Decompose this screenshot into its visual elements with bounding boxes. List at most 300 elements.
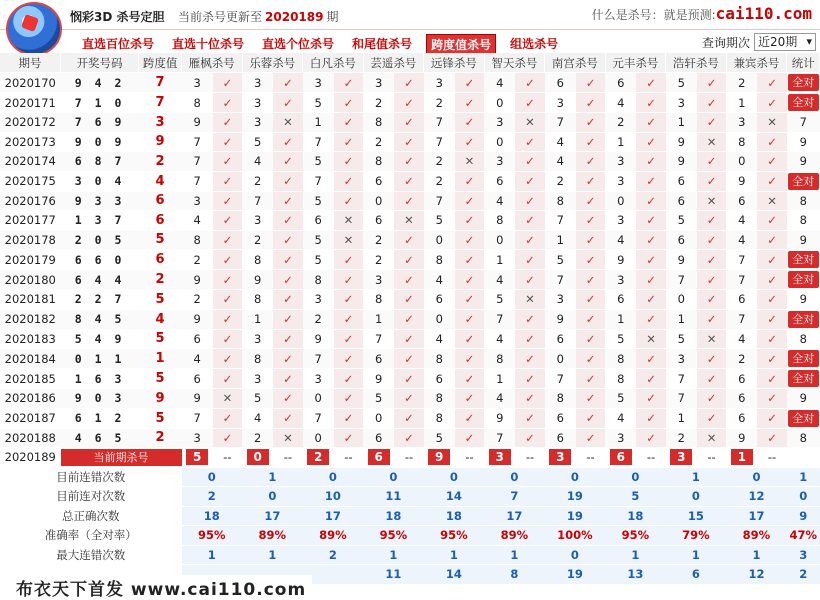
current-kill-cell xyxy=(303,448,334,468)
kill-value-cell: 0 xyxy=(484,93,515,113)
kill-value-cell: 1 xyxy=(484,369,515,389)
draw-number-cell: 6 1 2 xyxy=(61,408,139,428)
span-value-cell: 4 xyxy=(139,309,182,329)
check-icon: ✓ xyxy=(515,230,544,250)
kill-value-cell: 4 xyxy=(605,408,636,428)
kill-value-cell: 5 xyxy=(242,132,273,152)
kill-value-cell: 9 xyxy=(666,250,697,270)
table-row xyxy=(0,113,820,133)
check-icon: ✓ xyxy=(576,171,605,191)
check-icon: ✓ xyxy=(636,428,665,448)
check-icon: ✓ xyxy=(455,211,484,231)
cross-icon: ✕ xyxy=(455,152,484,172)
stats-value: 89% xyxy=(242,526,303,546)
tab-2[interactable]: 直选个位杀号 xyxy=(262,37,335,51)
kill-value-cell: 8 xyxy=(424,349,455,369)
table-row xyxy=(0,132,820,152)
check-icon: ✓ xyxy=(576,309,605,329)
kill-value-cell: 6 xyxy=(424,290,455,310)
kill-value-cell: 6 xyxy=(545,73,576,93)
check-icon: ✓ xyxy=(576,93,605,113)
column-header-7: 远锋杀号 xyxy=(424,53,485,73)
kill-value-cell: 2 xyxy=(424,152,455,172)
kill-value-cell: 8 xyxy=(182,230,213,250)
period-cell: 2020186 xyxy=(0,389,61,409)
kill-value-cell: 3 xyxy=(242,329,273,349)
stat-cell: 9 xyxy=(787,230,820,250)
kill-value-cell: 2 xyxy=(242,428,273,448)
check-icon: ✓ xyxy=(455,93,484,113)
kill-value-cell: 2 xyxy=(363,230,394,250)
stats-value: 18 xyxy=(424,506,485,526)
span-value-cell: 7 xyxy=(139,73,182,93)
all-correct-badge[interactable]: 全对 xyxy=(788,350,819,367)
check-icon: ✓ xyxy=(455,408,484,428)
all-correct-badge[interactable]: 全对 xyxy=(788,370,819,387)
stats-value: 1 xyxy=(666,467,727,487)
check-icon: ✓ xyxy=(334,349,363,369)
draw-number-cell: 6 6 0 xyxy=(61,250,139,270)
kill-value-cell: 8 xyxy=(424,389,455,409)
current-kill-number: 2 xyxy=(307,449,329,465)
kill-value-cell: 3 xyxy=(666,349,697,369)
column-header-12: 兼宾杀号 xyxy=(726,53,787,73)
stats-label: 总正确次数 xyxy=(0,506,182,526)
stat-cell: 7 xyxy=(787,113,820,133)
span-value-cell: 6 xyxy=(139,250,182,270)
check-icon: ✓ xyxy=(576,211,605,231)
current-kill-number: 3 xyxy=(489,449,511,465)
stats-value: 1 xyxy=(605,545,666,565)
span-value-cell: 5 xyxy=(139,329,182,349)
kill-value-cell: 6 xyxy=(545,408,576,428)
check-icon: ✓ xyxy=(636,408,665,428)
check-icon: ✓ xyxy=(515,191,544,211)
check-icon: ✓ xyxy=(455,428,484,448)
stats-value: 1 xyxy=(363,545,424,565)
table-row xyxy=(0,171,820,191)
stat-cell: 9 xyxy=(787,389,820,409)
draw-number-cell: 9 4 2 xyxy=(61,73,139,93)
draw-number-cell: 9 0 3 xyxy=(61,389,139,409)
stats-value: 1 xyxy=(484,545,545,565)
check-icon: ✓ xyxy=(394,408,423,428)
period-cell: 2020172 xyxy=(0,113,61,133)
check-icon: ✓ xyxy=(455,230,484,250)
kill-value-cell: 9 xyxy=(726,428,757,448)
stats-value: 17 xyxy=(484,506,545,526)
kill-value-cell: 7 xyxy=(666,369,697,389)
kill-value-cell: 0 xyxy=(424,309,455,329)
check-icon: ✓ xyxy=(697,309,726,329)
stat-cell xyxy=(787,250,820,270)
check-icon: ✓ xyxy=(213,132,242,152)
check-icon: ✓ xyxy=(334,132,363,152)
period-label: 查询期次 xyxy=(701,35,750,50)
check-icon: ✓ xyxy=(334,290,363,310)
check-icon: ✓ xyxy=(455,349,484,369)
kill-value-cell: 4 xyxy=(605,93,636,113)
kill-value-cell: 5 xyxy=(424,211,455,231)
kill-value-cell: 9 xyxy=(182,389,213,409)
check-icon: ✓ xyxy=(576,132,605,152)
column-header-1: 开奖号码 xyxy=(61,53,139,73)
kill-value-cell: 4 xyxy=(605,230,636,250)
kill-value-cell: 2 xyxy=(726,73,757,93)
check-icon: ✓ xyxy=(576,389,605,409)
stats-value: 7 xyxy=(484,487,545,507)
check-icon: ✓ xyxy=(697,230,726,250)
all-correct-badge[interactable]: 全对 xyxy=(788,74,819,91)
stats-value: 19 xyxy=(545,506,606,526)
kill-value-cell: 3 xyxy=(545,93,576,113)
kill-value-cell: 7 xyxy=(182,152,213,172)
stats-row xyxy=(0,467,820,487)
stat-cell xyxy=(787,369,820,389)
stat-cell xyxy=(787,93,820,113)
check-icon: ✓ xyxy=(697,113,726,133)
check-icon: ✓ xyxy=(636,369,665,389)
cross-icon: ✕ xyxy=(697,191,726,211)
check-icon: ✓ xyxy=(213,93,242,113)
kill-value-cell: 8 xyxy=(484,211,515,231)
kill-value-cell: 0 xyxy=(363,191,394,211)
cross-icon: ✕ xyxy=(394,211,423,231)
check-icon: ✓ xyxy=(697,389,726,409)
check-icon: ✓ xyxy=(515,389,544,409)
kill-value-cell: 8 xyxy=(424,250,455,270)
table-row xyxy=(0,73,820,93)
span-value-cell: 2 xyxy=(139,428,182,448)
all-correct-badge[interactable]: 全对 xyxy=(788,251,819,268)
check-icon: ✓ xyxy=(757,290,786,310)
check-icon: ✓ xyxy=(757,93,786,113)
stats-value: 1 xyxy=(787,467,820,487)
check-icon: ✓ xyxy=(334,270,363,290)
stat-cell: 8 xyxy=(787,211,820,231)
tab-5[interactable]: 组选杀号 xyxy=(510,37,559,51)
kill-value-cell: 3 xyxy=(545,290,576,310)
kill-value-cell: 7 xyxy=(424,191,455,211)
kill-value-cell: 6 xyxy=(545,329,576,349)
kill-value-cell: 5 xyxy=(303,230,334,250)
check-icon: ✓ xyxy=(455,250,484,270)
check-icon: ✓ xyxy=(576,408,605,428)
stats-value: 6 xyxy=(666,565,727,585)
kill-value-cell: 5 xyxy=(424,428,455,448)
kill-value-cell: 1 xyxy=(363,309,394,329)
table-row xyxy=(0,369,820,389)
check-icon: ✓ xyxy=(515,250,544,270)
kill-value-cell: 9 xyxy=(182,309,213,329)
kill-value-cell: 7 xyxy=(666,389,697,409)
check-icon: ✓ xyxy=(273,349,302,369)
dash-cell: -- xyxy=(455,448,484,468)
check-icon: ✓ xyxy=(576,290,605,310)
dash-cell: -- xyxy=(757,448,786,468)
kill-number-table xyxy=(0,53,820,585)
tab-0[interactable]: 直选百位杀号 xyxy=(82,37,155,51)
table-row xyxy=(0,250,820,270)
table-row xyxy=(0,191,820,211)
kill-value-cell: 1 xyxy=(303,113,334,133)
stat-cell xyxy=(787,448,820,468)
current-kill-number: 3 xyxy=(670,449,692,465)
all-correct-badge[interactable]: 全对 xyxy=(788,94,819,111)
check-icon: ✓ xyxy=(334,171,363,191)
stats-value: 47% xyxy=(787,526,820,546)
kill-value-cell: 2 xyxy=(242,230,273,250)
check-icon: ✓ xyxy=(394,132,423,152)
kill-value-cell: 8 xyxy=(424,408,455,428)
table-row xyxy=(0,349,820,369)
span-value-cell: 9 xyxy=(139,132,182,152)
check-icon: ✓ xyxy=(455,113,484,133)
dash-cell: -- xyxy=(636,448,665,468)
check-icon: ✓ xyxy=(576,230,605,250)
stats-value: 0 xyxy=(182,467,243,487)
period-cell: 2020174 xyxy=(0,152,61,172)
kill-value-cell: 6 xyxy=(363,349,394,369)
kill-value-cell: 6 xyxy=(605,73,636,93)
dash-cell: -- xyxy=(213,448,242,468)
draw-number-cell: 7 1 0 xyxy=(61,93,139,113)
check-icon: ✓ xyxy=(636,93,665,113)
kill-value-cell: 6 xyxy=(182,369,213,389)
check-icon: ✓ xyxy=(273,329,302,349)
stats-value: 0 xyxy=(363,467,424,487)
check-icon: ✓ xyxy=(576,250,605,270)
stats-value: 10 xyxy=(303,487,364,507)
check-icon: ✓ xyxy=(757,211,786,231)
stats-value: 1 xyxy=(242,545,303,565)
dash-cell: -- xyxy=(697,448,726,468)
stats-value: 89% xyxy=(726,526,787,546)
check-icon: ✓ xyxy=(636,270,665,290)
kill-value-cell: 3 xyxy=(484,113,515,133)
table-row xyxy=(0,211,820,231)
stats-value: 5 xyxy=(605,487,666,507)
kill-value-cell: 0 xyxy=(424,230,455,250)
all-correct-badge[interactable]: 全对 xyxy=(788,410,819,427)
check-icon: ✓ xyxy=(334,250,363,270)
kill-value-cell: 5 xyxy=(242,389,273,409)
stat-cell xyxy=(787,349,820,369)
kill-value-cell: 7 xyxy=(726,270,757,290)
kill-value-cell: 2 xyxy=(726,349,757,369)
check-icon: ✓ xyxy=(334,389,363,409)
kill-value-cell: 8 xyxy=(242,290,273,310)
check-icon: ✓ xyxy=(576,152,605,172)
check-icon: ✓ xyxy=(394,191,423,211)
stats-value: 19 xyxy=(545,565,606,585)
span-value-cell: 7 xyxy=(139,93,182,113)
kill-value-cell: 1 xyxy=(666,309,697,329)
check-icon: ✓ xyxy=(394,270,423,290)
check-icon: ✓ xyxy=(394,329,423,349)
all-correct-badge[interactable]: 全对 xyxy=(788,271,819,288)
span-value-cell: 2 xyxy=(139,152,182,172)
stat-cell xyxy=(787,309,820,329)
stat-cell: 8 xyxy=(787,329,820,349)
kill-value-cell: 2 xyxy=(363,250,394,270)
kill-value-cell: 3 xyxy=(242,211,273,231)
check-icon: ✓ xyxy=(455,270,484,290)
stats-value: 0 xyxy=(545,467,606,487)
check-icon: ✓ xyxy=(455,309,484,329)
check-icon: ✓ xyxy=(334,73,363,93)
current-kill-cell xyxy=(424,448,455,468)
kill-value-cell: 6 xyxy=(666,171,697,191)
cross-icon: ✕ xyxy=(757,191,786,211)
check-icon: ✓ xyxy=(757,152,786,172)
stats-row xyxy=(0,545,820,565)
current-kill-label: 当前期杀号 xyxy=(61,449,182,466)
period-cell: 2020185 xyxy=(0,369,61,389)
kill-value-cell: 7 xyxy=(484,428,515,448)
span-value-cell: 4 xyxy=(139,171,182,191)
kill-value-cell: 3 xyxy=(182,73,213,93)
check-icon: ✓ xyxy=(636,171,665,191)
draw-number-cell: 3 0 4 xyxy=(61,171,139,191)
cross-icon: ✕ xyxy=(273,113,302,133)
check-icon: ✓ xyxy=(273,369,302,389)
all-correct-badge[interactable]: 全对 xyxy=(788,311,819,328)
kill-value-cell: 7 xyxy=(726,250,757,270)
kill-value-cell: 5 xyxy=(303,191,334,211)
dash-cell: -- xyxy=(515,448,544,468)
draw-number-cell: 5 4 9 xyxy=(61,329,139,349)
check-icon: ✓ xyxy=(515,171,544,191)
kill-value-cell: 8 xyxy=(484,349,515,369)
current-kill-number: 6 xyxy=(368,449,390,465)
check-icon: ✓ xyxy=(636,211,665,231)
check-icon: ✓ xyxy=(213,250,242,270)
check-icon: ✓ xyxy=(757,349,786,369)
kill-value-cell: 7 xyxy=(182,171,213,191)
kill-value-cell: 3 xyxy=(484,152,515,172)
stats-value: 17 xyxy=(726,506,787,526)
draw-number-cell: 0 1 1 xyxy=(61,349,139,369)
tab-4[interactable]: 跨度值杀号 xyxy=(426,34,496,55)
kill-value-cell: 8 xyxy=(363,113,394,133)
kill-value-cell: 9 xyxy=(303,329,334,349)
stats-value: 1 xyxy=(726,545,787,565)
current-kill-cell xyxy=(182,448,213,468)
check-icon: ✓ xyxy=(697,73,726,93)
kill-value-cell: 0 xyxy=(726,152,757,172)
all-correct-badge[interactable]: 全对 xyxy=(788,173,819,190)
tab-3[interactable]: 和尾值杀号 xyxy=(352,37,413,51)
cross-icon: ✕ xyxy=(697,132,726,152)
kill-value-cell: 9 xyxy=(666,132,697,152)
kill-value-cell: 4 xyxy=(484,329,515,349)
period-cell: 2020173 xyxy=(0,132,61,152)
check-icon: ✓ xyxy=(757,270,786,290)
span-value-cell: 3 xyxy=(139,113,182,133)
stats-value: 2 xyxy=(787,565,820,585)
stats-value: 8 xyxy=(484,565,545,585)
period-cell: 2020181 xyxy=(0,290,61,310)
kill-value-cell: 8 xyxy=(605,369,636,389)
kill-value-cell: 4 xyxy=(242,152,273,172)
kill-value-cell: 6 xyxy=(666,230,697,250)
check-icon: ✓ xyxy=(213,428,242,448)
kill-value-cell: 9 xyxy=(545,309,576,329)
check-icon: ✓ xyxy=(515,152,544,172)
check-icon: ✓ xyxy=(697,171,726,191)
column-header-8: 智天杀号 xyxy=(484,53,545,73)
current-kill-number: 0 xyxy=(247,449,269,465)
kill-value-cell: 7 xyxy=(545,211,576,231)
stats-value: 3 xyxy=(787,545,820,565)
kill-value-cell: 6 xyxy=(726,290,757,310)
stats-value: 18 xyxy=(363,506,424,526)
check-icon: ✓ xyxy=(455,369,484,389)
span-value-cell: 5 xyxy=(139,369,182,389)
check-icon: ✓ xyxy=(273,211,302,231)
stats-label: 目前连错次数 xyxy=(0,467,182,487)
column-header-0: 期号 xyxy=(0,53,61,73)
stats-value: 95% xyxy=(182,526,243,546)
check-icon: ✓ xyxy=(636,349,665,369)
check-icon: ✓ xyxy=(213,171,242,191)
stat-cell: 9 xyxy=(787,290,820,310)
draw-number-cell: 6 8 7 xyxy=(61,152,139,172)
check-icon: ✓ xyxy=(576,428,605,448)
stats-value: 95% xyxy=(424,526,485,546)
kill-value-cell: 6 xyxy=(726,389,757,409)
kill-value-cell: 3 xyxy=(424,73,455,93)
check-icon: ✓ xyxy=(334,408,363,428)
kill-value-cell: 4 xyxy=(726,211,757,231)
kill-value-cell: 3 xyxy=(666,93,697,113)
check-icon: ✓ xyxy=(394,389,423,409)
stat-cell: 9 xyxy=(787,152,820,172)
column-header-4: 乐蓉杀号 xyxy=(242,53,303,73)
kill-value-cell: 5 xyxy=(666,73,697,93)
kill-value-cell: 6 xyxy=(605,290,636,310)
period-cell: 2020176 xyxy=(0,191,61,211)
check-icon: ✓ xyxy=(576,329,605,349)
check-icon: ✓ xyxy=(213,73,242,93)
what-is-kill-link[interactable]: 什么是杀号：就是预测:cai110.com xyxy=(591,4,812,23)
kill-value-cell: 7 xyxy=(182,132,213,152)
cross-icon: ✕ xyxy=(334,211,363,231)
check-icon: ✓ xyxy=(697,250,726,270)
kill-value-cell: 3 xyxy=(242,93,273,113)
check-icon: ✓ xyxy=(394,290,423,310)
stat-cell: 8 xyxy=(787,428,820,448)
stats-value: 11 xyxy=(363,565,424,585)
check-icon: ✓ xyxy=(273,171,302,191)
stats-value: 0 xyxy=(605,467,666,487)
check-icon: ✓ xyxy=(273,389,302,409)
dash-cell: -- xyxy=(576,448,605,468)
check-icon: ✓ xyxy=(757,329,786,349)
check-icon: ✓ xyxy=(636,250,665,270)
kill-value-cell: 1 xyxy=(484,250,515,270)
kill-value-cell: 2 xyxy=(545,171,576,191)
kill-value-cell: 6 xyxy=(424,369,455,389)
stats-value: 14 xyxy=(424,487,485,507)
check-icon: ✓ xyxy=(757,171,786,191)
period-select[interactable]: 近20期 ▾ xyxy=(754,33,816,51)
tab-1[interactable]: 直选十位杀号 xyxy=(172,37,245,51)
stats-value: 2 xyxy=(303,545,364,565)
check-icon: ✓ xyxy=(213,329,242,349)
stats-value: 0 xyxy=(726,467,787,487)
